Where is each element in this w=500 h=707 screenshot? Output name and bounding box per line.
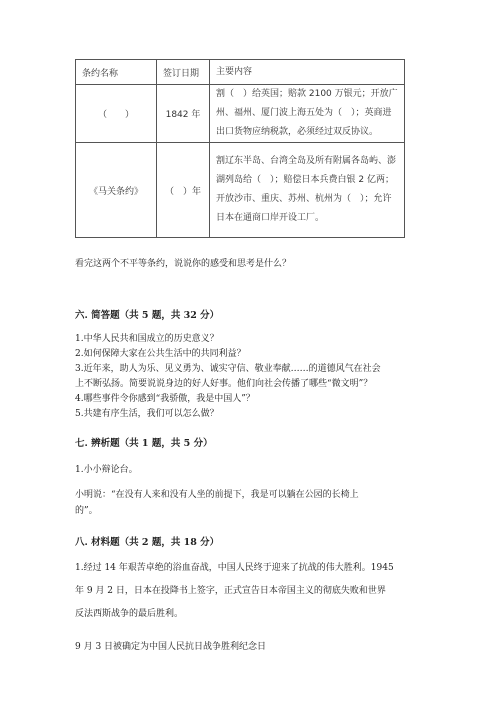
section6-heading: 六. 简答题（共 5 题，共 32 分）: [75, 310, 220, 321]
section8-material-line: 年 9 月 2 日，日本在投降书上签字，正式宣告日本帝国主义的彻底失败和世界: [75, 586, 386, 596]
treaty-table: [75, 59, 405, 238]
table-question: 看完这两个不平等条约，说说你的感受和思考是什么？: [75, 259, 292, 269]
header-sign-date: 签订日期: [157, 60, 210, 85]
section6-item: 3.近年来，助人为乐、见义勇为、诚实守信、敬业奉献……的道德风气在社会: [75, 364, 381, 374]
section7-statement-line: 小明说：“在没有人来和没有人坐的前提下，我是可以躺在公园的长椅上: [75, 490, 359, 500]
content-cell: 割辽东半岛、台湾全岛及所有附属各岛屿、澎湖列岛给（ ）；赔偿日本兵费白银 2 亿两；开放沙市、重庆、苏州、杭州为（ ）；允许日本在通商口岸开设工厂。: [210, 143, 405, 238]
table-row: [76, 85, 405, 143]
table-header-row: [76, 60, 405, 85]
section7-intro: 1.小小辩论台。: [75, 465, 138, 475]
header-main-content: 主要内容: [210, 60, 405, 85]
content-cell: 割（ ）给英国；赔款 2100 万银元；开放广州、福州、厦门波上海五处为（ ）；英商进出口货物应纳税款，必须经过双反协议。: [210, 85, 405, 143]
table-row: [76, 143, 405, 238]
section6-item: 4.哪些事件令你感到“我骄傲，我是中国人”？: [75, 394, 255, 404]
section8-closing: 9 月 3 日被确定为中国人民抗日战争胜利纪念日: [75, 642, 267, 652]
header-treaty-name: 条约名称: [76, 60, 157, 85]
section6-item: 5.共建有序生活，我们可以怎么做？: [75, 409, 219, 419]
section7-heading: 七. 辨析题（共 1 题，共 5 分）: [75, 438, 213, 449]
section8-material-line: 1.经过 14 年艰苦卓绝的浴血奋战，中国人民终于迎来了抗战的伟大胜利。1945: [75, 563, 394, 573]
section6-item: 上不断弘扬。简要说说身边的好人好事。他们向社会传播了哪些“微文明”？: [75, 379, 373, 389]
section6-item: 1.中华人民共和国成立的历史意义？: [75, 334, 219, 344]
sign-date-cell: （ ）年: [157, 143, 210, 238]
section8-material-line: 反法西斯战争的最后胜利。: [75, 609, 184, 619]
treaty-name-cell: （ ）: [76, 85, 157, 143]
section6-item: 2.如何保障大家在公共生活中的共同利益？: [75, 349, 246, 359]
section8-heading: 八. 材料题（共 2 题，共 18 分）: [75, 537, 220, 548]
treaty-name-cell: 《马关条约》: [76, 143, 157, 238]
section7-statement-line: 的”。: [75, 506, 98, 516]
sign-date-cell: 1842 年: [157, 85, 210, 143]
